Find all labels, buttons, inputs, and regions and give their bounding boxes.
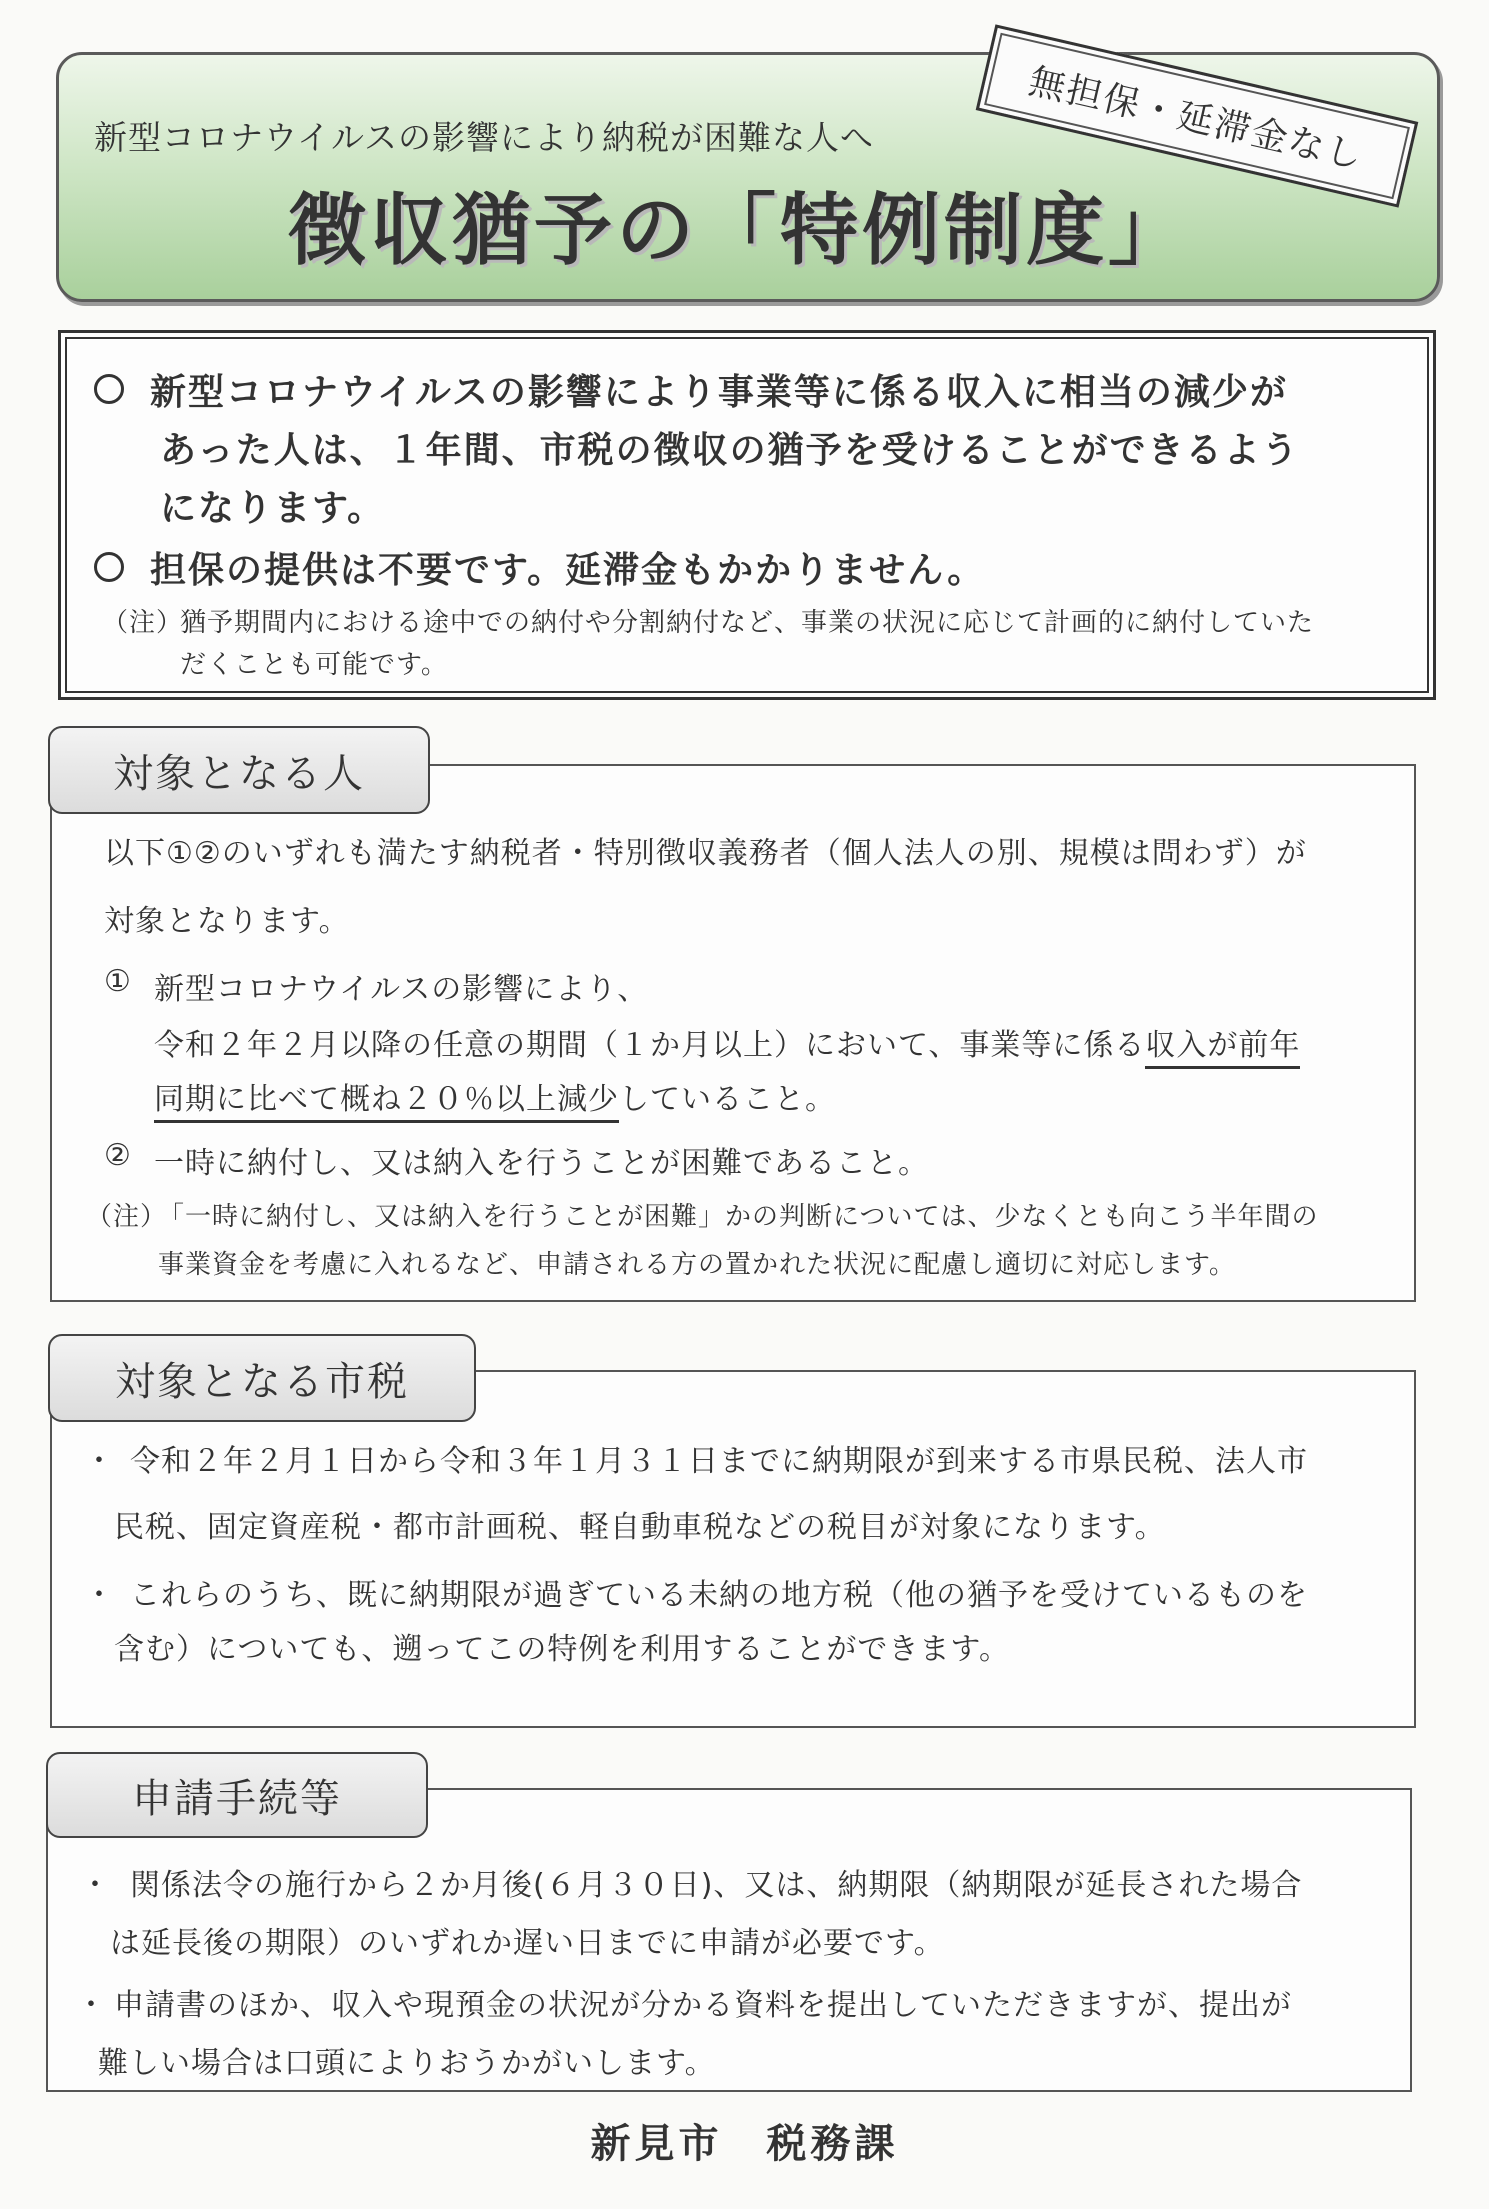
page-title: 徴収猶予の「特例制度」 bbox=[288, 186, 1191, 276]
section-tab-application: 申請手続等 bbox=[46, 1752, 428, 1838]
circle-bullet-icon bbox=[94, 552, 124, 582]
summary-item1-line2: あった人は、１年間、市税の徴収の猶予を受けることができるよう bbox=[160, 430, 1300, 471]
section-tab-target-persons: 対象となる人 bbox=[48, 726, 430, 814]
section2-bullet2-line2: 含む）についても、遡ってこの特例を利用することができます。 bbox=[114, 1632, 1010, 1667]
summary-note-line1: 猶予期間内における途中での納付や分割納付など、事業の状況に応じて計画的に納付していた bbox=[180, 608, 1315, 638]
section1-note-line1: 「一時に納付し、又は納入を行うことが困難」かの判断については、少なくとも向こう半年間の bbox=[158, 1202, 1319, 1232]
section1-item1-line1: 新型コロナウイルスの影響により、 bbox=[154, 972, 649, 1007]
footer-department: 新見市 税務課 bbox=[590, 2121, 899, 2167]
section1-item1-line2-plain: 令和２年２月以降の任意の期間（１か月以上）において、事業等に係る bbox=[154, 1028, 1146, 1063]
section1-intro-line2: 対象となります。 bbox=[104, 904, 350, 939]
circle-bullet-icon bbox=[94, 374, 124, 404]
section2-bullet1-line2: 民税、固定資産税・都市計画税、軽自動車税などの税目が対象になります。 bbox=[114, 1510, 1166, 1545]
section2-bullet1-line1: 令和２年２月１日から令和３年１月３１日までに納期限が到来する市県民税、法人市 bbox=[130, 1444, 1308, 1479]
section1-item1-line2 bbox=[154, 1020, 1300, 1064]
stamp-badge: 無担保・延滞金なし bbox=[976, 24, 1419, 207]
section1-note-label: （注） bbox=[86, 1202, 168, 1232]
section-target-taxes bbox=[50, 1370, 1416, 1728]
section2-bullet1-marker: ・ bbox=[84, 1444, 115, 1479]
section3-bullet2-line2: 難しい場合は口頭によりおうかがいします。 bbox=[98, 2046, 716, 2081]
section-tab-target-taxes: 対象となる市税 bbox=[48, 1334, 476, 1422]
section3-bullet1-line2: は延長後の期限）のいずれか遅い日までに申請が必要です。 bbox=[110, 1926, 945, 1961]
summary-item1-line1: 新型コロナウイルスの影響により事業等に係る収入に相当の減少が bbox=[150, 372, 1288, 413]
summary-item2: 担保の提供は不要です。延滞金もかかりません。 bbox=[150, 550, 986, 591]
summary-note-line2: だくことも可能です。 bbox=[180, 650, 448, 680]
section3-bullet1-marker: ・ bbox=[80, 1868, 111, 1903]
section1-note-line2: 事業資金を考慮に入れるなど、申請される方の置かれた状況に配慮し適切に対応します。 bbox=[158, 1250, 1236, 1280]
section1-item1-line2-underlined: 収入が前年 bbox=[1145, 1028, 1300, 1069]
section1-item1-line3-underlined: 同期に比べて概ね２０％以上減少 bbox=[154, 1082, 619, 1123]
section2-bullet2-marker: ・ bbox=[84, 1578, 115, 1613]
section1-item1-marker: ① bbox=[104, 964, 132, 999]
section3-bullet2-line1: 申請書のほか、収入や現預金の状況が分かる資料を提出していただきますが、提出が bbox=[114, 1988, 1292, 2023]
summary-note-label: （注） bbox=[102, 608, 184, 638]
summary-item1-line3: になります。 bbox=[160, 488, 386, 529]
section1-item2-text: 一時に納付し、又は納入を行うことが困難であること。 bbox=[154, 1146, 929, 1181]
section1-item1-line3 bbox=[154, 1074, 836, 1118]
section1-intro-line1: 以下①②のいずれも満たす納税者・特別徴収義務者（個人法人の別、規模は問わず）が bbox=[104, 836, 1307, 871]
section1-item2-marker: ② bbox=[104, 1138, 132, 1173]
section3-bullet2-marker: ・ bbox=[76, 1988, 107, 2023]
section1-item1-line3-plain: していること。 bbox=[619, 1082, 836, 1117]
section2-bullet2-line1: これらのうち、既に納期限が過ぎている未納の地方税（他の猶予を受けているものを bbox=[130, 1578, 1308, 1613]
section3-bullet1-line1: 関係法令の施行から２か月後(６月３０日)、又は、納期限（納期限が延長された場合 bbox=[130, 1868, 1303, 1903]
header-subtitle: 新型コロナウイルスの影響により納税が困難な人へ bbox=[94, 118, 875, 157]
